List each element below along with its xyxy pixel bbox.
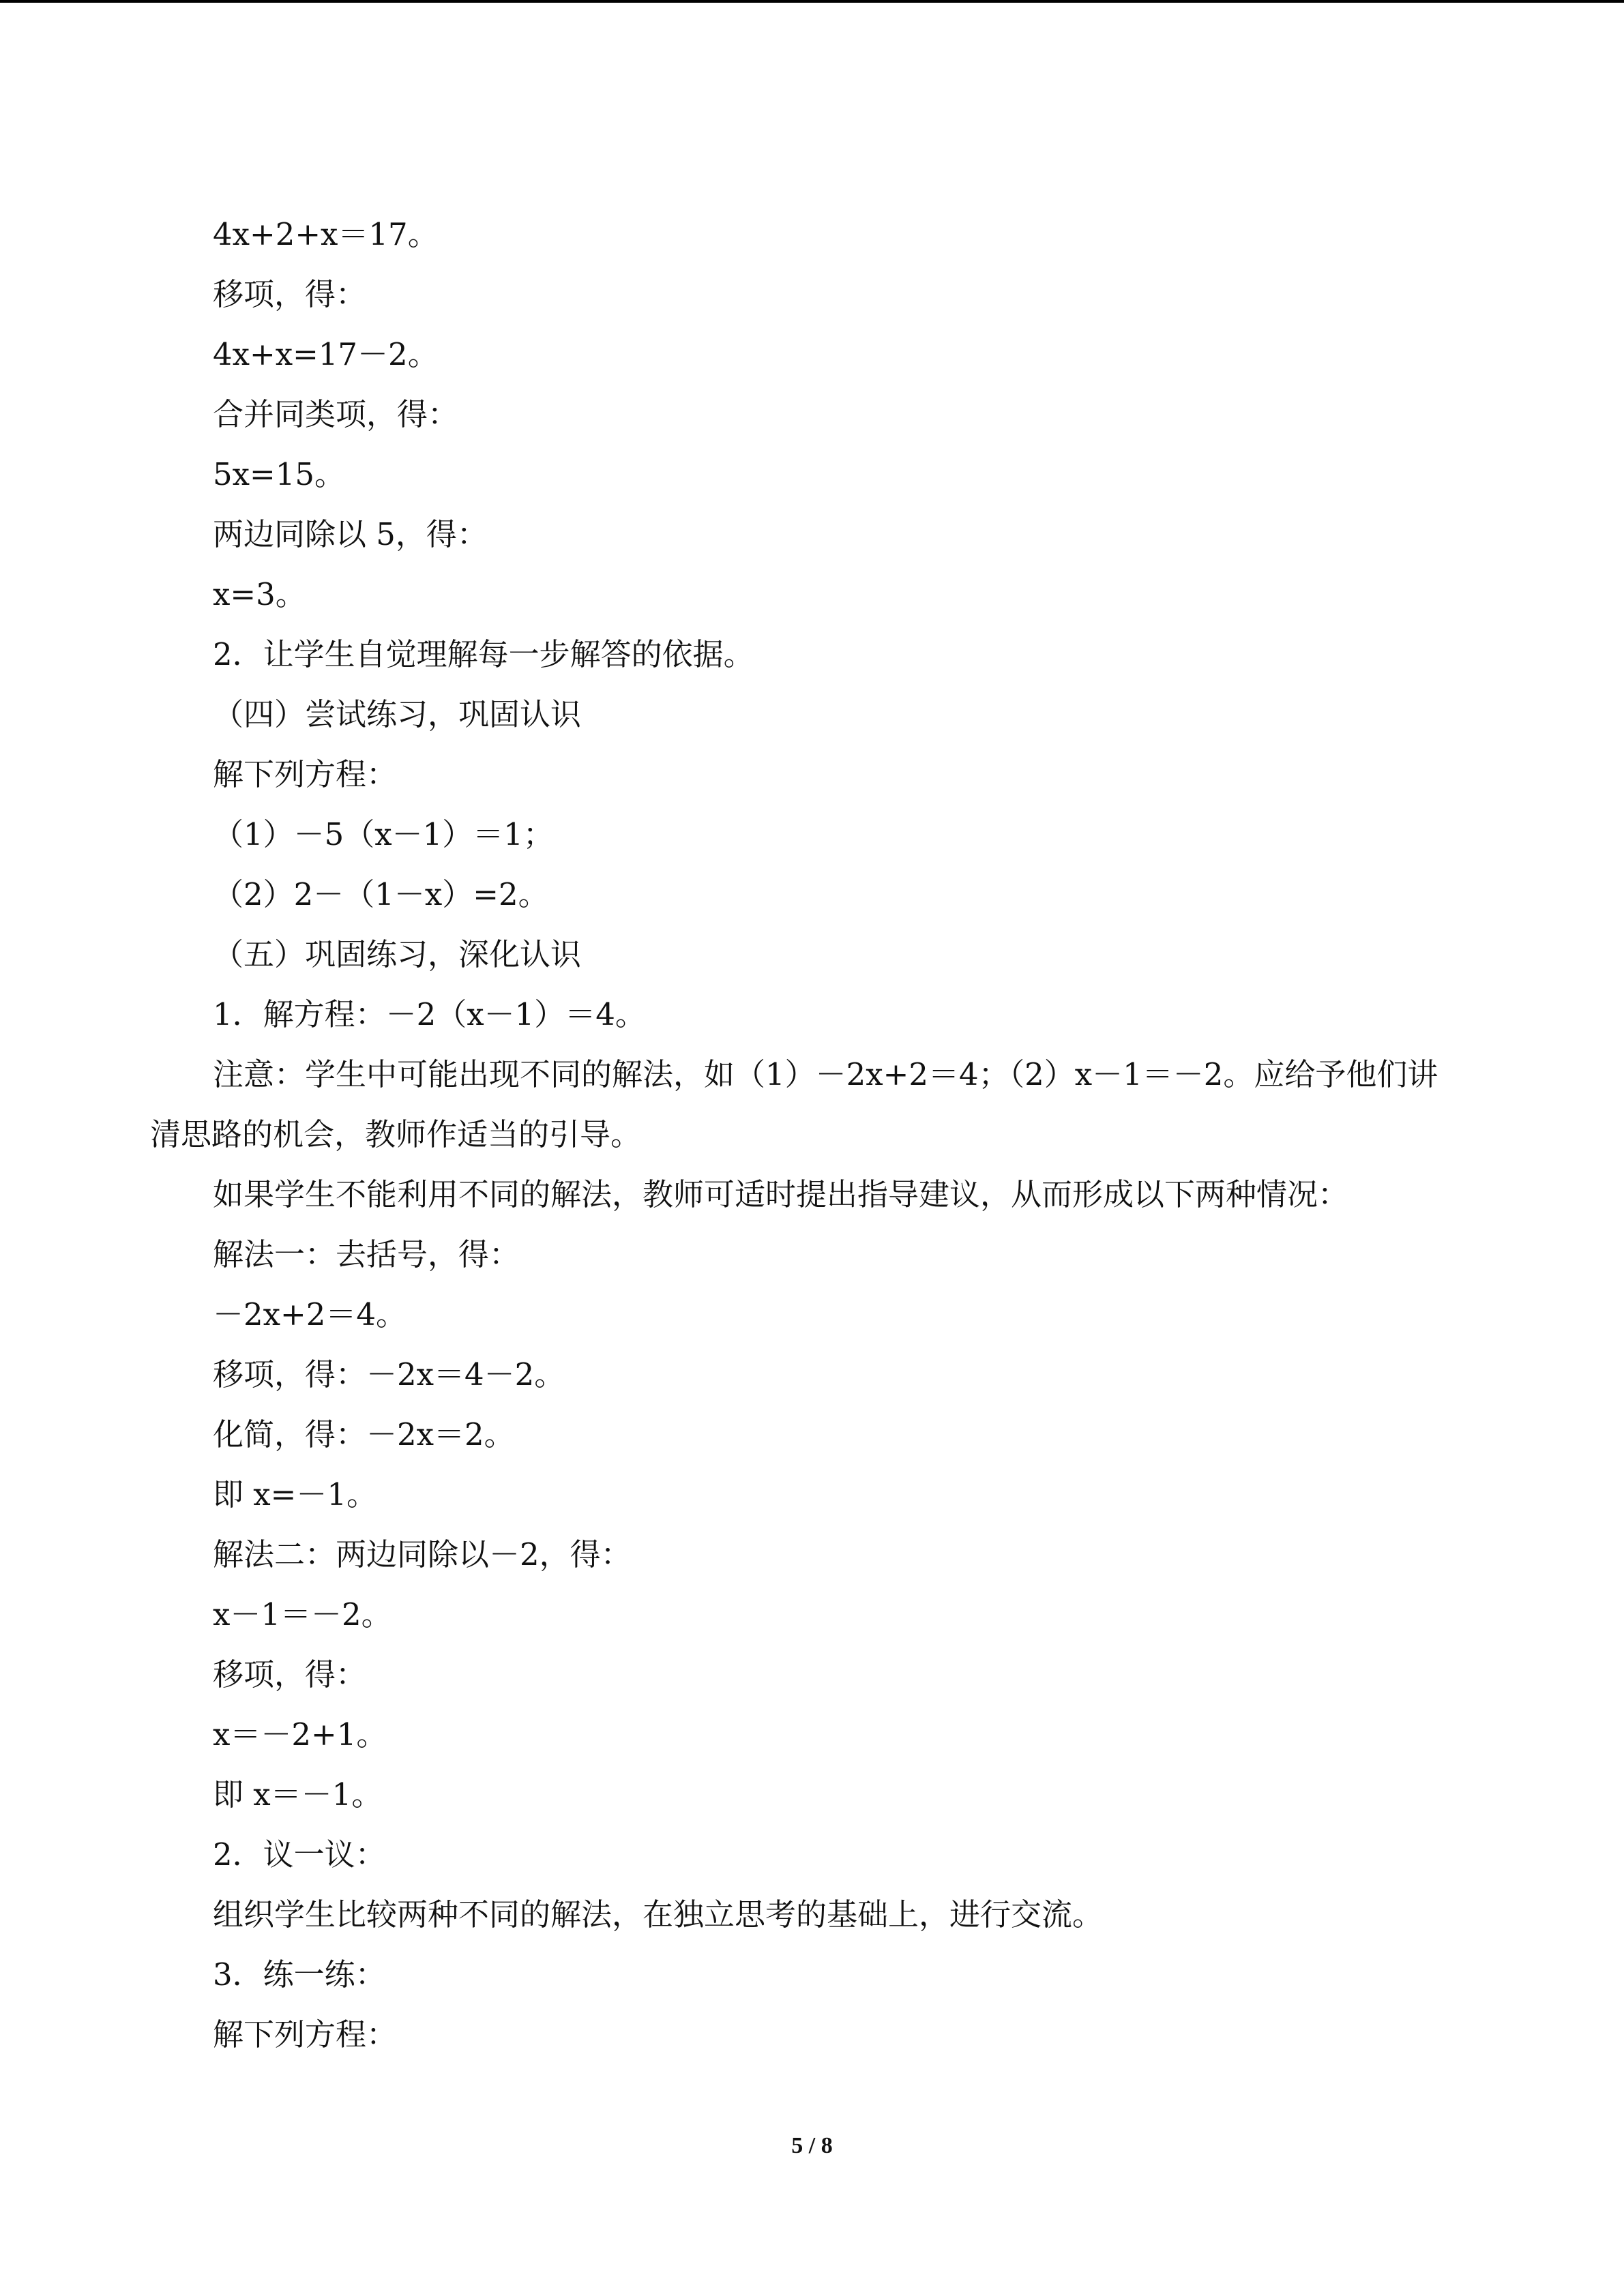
text-line: 移项，得：: [213, 276, 367, 312]
text-line: 合并同类项，得：: [213, 396, 459, 432]
equation-line: （1）－5（x－1）＝1；: [213, 816, 554, 852]
equation-line: －2x+2＝4。: [213, 1296, 407, 1332]
text-line: 移项，得：－2x＝4－2。: [213, 1356, 565, 1392]
text-line: x=3。: [213, 576, 306, 612]
note-paragraph: 注意：学生中可能出现不同的解法，如（1）－2x+2＝4；（2）x－1＝－2。应给予他们讲清思路的机会，教师作适当的引导。: [150, 1056, 1438, 1152]
text-line: 解法一：去括号，得：: [213, 1236, 520, 1272]
document-body: [0, 205, 1624, 2065]
equation-line: （2）2－（1－x）=2。: [213, 876, 549, 912]
equation-line: x－1＝－2。: [213, 1596, 392, 1632]
text-line: 4x+x=17－2。: [213, 336, 439, 372]
section-heading: （四）尝试练习，巩固认识: [213, 696, 582, 732]
equation-line: x＝－2+1。: [213, 1716, 387, 1753]
text-line: 如果学生不能利用不同的解法，教师可适时提出指导建议，从而形成以下两种情况：: [213, 1176, 1349, 1212]
text-line: 2．议一议：: [213, 1836, 386, 1873]
page-number: 5 / 8: [791, 2133, 833, 2158]
text-line: 解法二：两边同除以－2，得：: [213, 1536, 632, 1572]
text-line: 4x+2+x＝17。: [213, 216, 439, 252]
text-line: 化简，得：－2x＝2。: [213, 1416, 515, 1452]
text-line: 解下列方程：: [213, 756, 398, 792]
text-line: 解下列方程：: [213, 2016, 398, 2053]
text-line: 移项，得：: [213, 1656, 367, 1693]
section-heading: （五）巩固练习，深化认识: [213, 936, 582, 972]
text-line: 两边同除以 5，得：: [213, 516, 488, 552]
top-border-rule: [0, 0, 1624, 3]
text-line: 5x=15。: [213, 456, 345, 492]
text-line: 组织学生比较两种不同的解法，在独立思考的基础上，进行交流。: [213, 1896, 1104, 1933]
text-line: 1．解方程：－2（x－1）＝4。: [213, 996, 646, 1032]
text-line: 2．让学生自觉理解每一步解答的依据。: [213, 636, 754, 672]
text-line: 3．练一练：: [213, 1956, 386, 1993]
text-line: 即 x＝－1。: [213, 1776, 383, 1813]
text-line: 即 x=－1。: [213, 1476, 378, 1512]
